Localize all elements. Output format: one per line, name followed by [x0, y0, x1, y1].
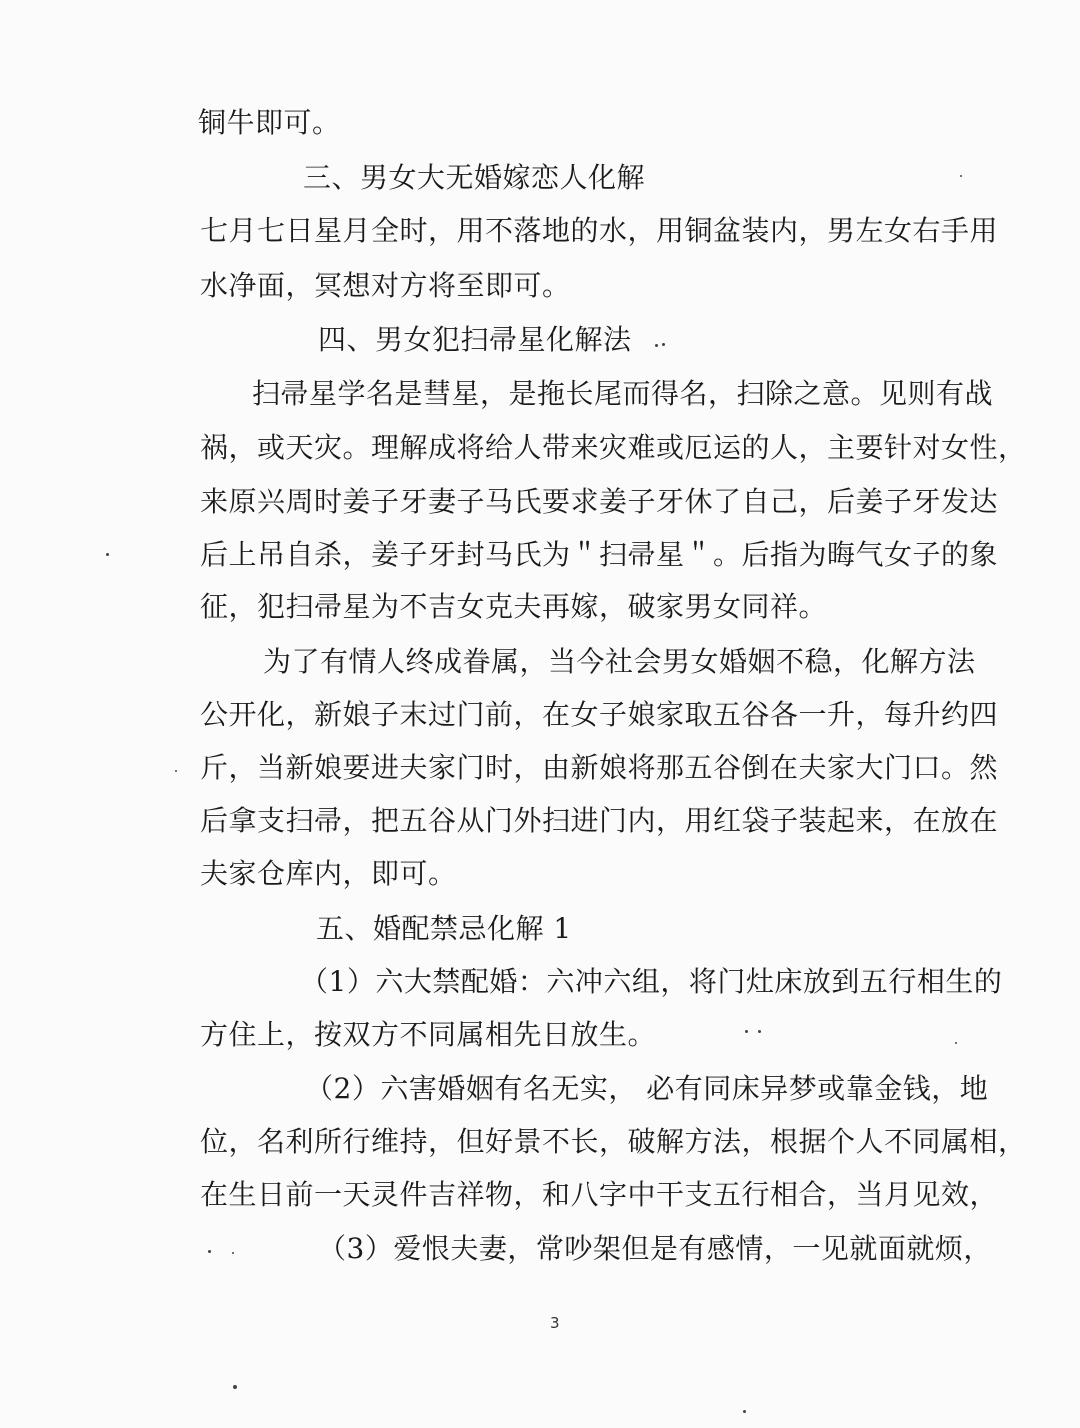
- text-line: 征，犯扫帚星为不吉女克夫再嫁，破家男女同祥。: [200, 590, 828, 623]
- section-heading: 三、男女大无婚嫁恋人化解: [303, 161, 646, 194]
- scan-speck: [960, 175, 962, 177]
- scan-speck: [175, 770, 177, 772]
- text-line: 祸，或天灾。理解成将给人带来灾难或厄运的人，主要针对女性，: [200, 431, 1027, 464]
- text-line: 后上吊自杀，姜子牙封马氏为＂扫帚星＂。后指为晦气女子的象: [200, 538, 999, 571]
- page-number: 3: [550, 1314, 560, 1332]
- text-line: 铜牛即可。: [198, 106, 341, 139]
- text-line: 公开化，新娘子末过门前，在女子娘家取五谷各一升，每升约四: [200, 698, 999, 731]
- scan-speck: [662, 343, 665, 346]
- scan-speck: [758, 1030, 761, 1033]
- text-line: 七月七日星月全时，用不落地的水，用铜盆装内，男左女右手用: [200, 214, 999, 247]
- scan-speck: [743, 1410, 746, 1413]
- text-line: 夫家仓库内，即可。: [200, 857, 457, 890]
- text-line: 来原兴周时姜子牙妻子马氏要求姜子牙休了自己，后姜子牙发达: [200, 485, 999, 518]
- scan-speck: [232, 1252, 234, 1254]
- scan-speck: [955, 1042, 957, 1044]
- text-line: 斤，当新娘要进夫家门时，由新娘将那五谷倒在夫家大门口。然: [200, 751, 999, 784]
- text-line: 水净面，冥想对方将至即可。: [200, 269, 571, 302]
- text-line: 在生日前一天灵件吉祥物，和八字中干支五行相合，当月见效，: [200, 1178, 999, 1211]
- text-line: 为了有情人终成眷属，当今社会男女婚姻不稳，化解方法: [263, 645, 976, 678]
- text-line: （2）六害婚姻有名无实， 必有同床异梦或靠金钱，地: [305, 1072, 989, 1105]
- text-line: 位，名利所行维持，但好景不长，破解方法，根据个人不同属相，: [200, 1125, 1027, 1158]
- text-line: 扫帚星学名是彗星，是拖长尾而得名，扫除之意。见则有战: [252, 377, 994, 410]
- scan-speck: [655, 344, 658, 347]
- text-line: （1）六大禁配婚：六冲六组，将门灶床放到五行相生的: [300, 965, 1003, 998]
- section-heading: 四、男女犯扫帚星化解法: [318, 323, 632, 356]
- scan-speck: [106, 553, 109, 556]
- scan-speck: [745, 1030, 748, 1033]
- section-heading: 五、婚配禁忌化解 1: [316, 912, 572, 945]
- text-line: 方住上，按双方不同属相先日放生。: [200, 1018, 657, 1051]
- text-line: 后拿支扫帚，把五谷从门外扫进门内，用红袋子装起来，在放在: [200, 804, 999, 837]
- scan-speck: [233, 1385, 237, 1389]
- text-line: （3）爱恨夫妻，常吵架但是有感情，一见就面就烦，: [318, 1232, 992, 1265]
- scan-speck: [208, 1250, 211, 1253]
